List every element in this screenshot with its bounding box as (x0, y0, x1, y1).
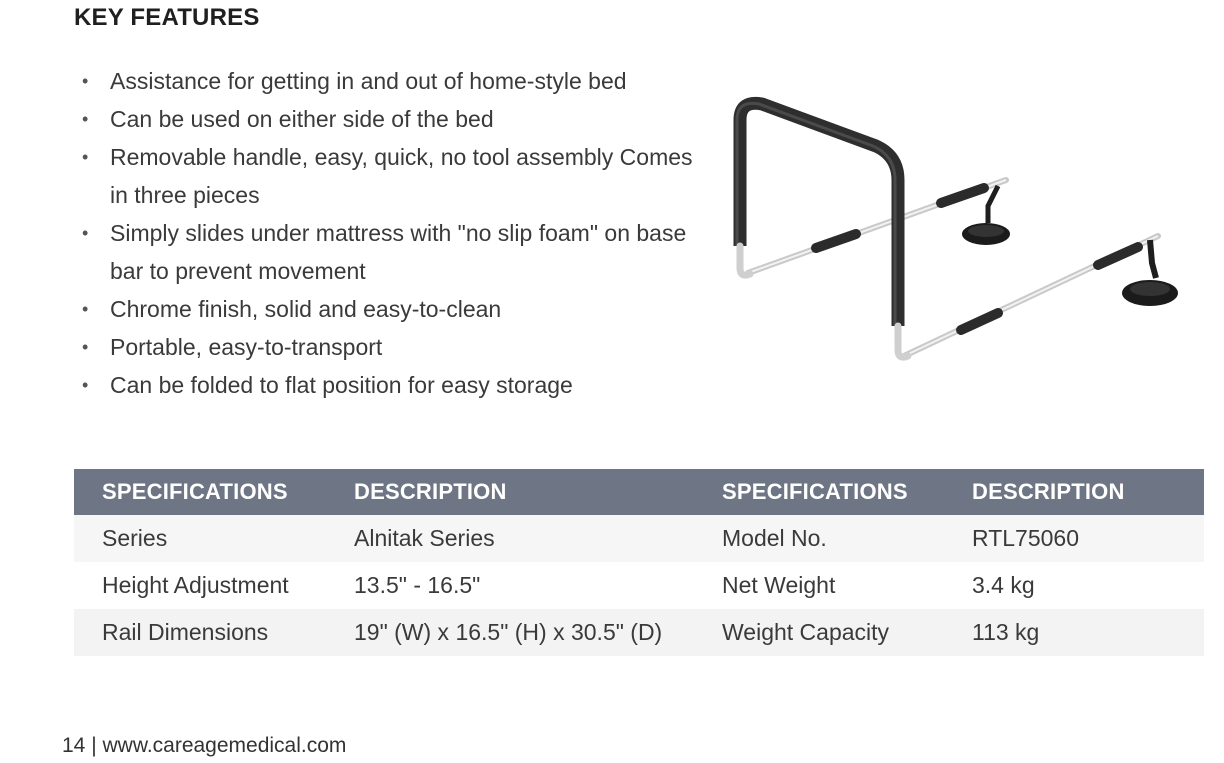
table-row (74, 515, 1204, 562)
feature-item (74, 366, 724, 404)
table-header-row (74, 469, 1204, 515)
feature-item (74, 100, 724, 138)
key-features-title: KEY FEATURES (74, 4, 260, 31)
table-cell: Height Adjustment (74, 562, 326, 609)
page-footer: 14 | www.careagemedical.com (62, 734, 347, 757)
feature-text: Removable handle, easy, quick, no tool assembly Comes (110, 144, 693, 170)
table-cell: 3.4 kg (944, 562, 1204, 609)
bullet-icon: • (82, 337, 89, 357)
bullet-icon: • (82, 299, 89, 319)
table-cell: Series (74, 515, 326, 562)
rear-base-bar (748, 180, 1006, 273)
bullet-icon: • (82, 375, 89, 395)
feature-text: Portable, easy-to-transport (110, 334, 383, 360)
feature-text: bar to prevent movement (110, 258, 366, 284)
table-cell: 13.5" - 16.5" (326, 562, 694, 609)
bullet-icon: • (82, 147, 89, 167)
column-header: DESCRIPTION (944, 469, 1204, 515)
table-cell: 113 kg (944, 609, 1204, 656)
specifications-table (74, 469, 1204, 656)
feature-item-continuation (74, 176, 724, 214)
column-header: SPECIFICATIONS (74, 469, 326, 515)
table-cell: RTL75060 (944, 515, 1204, 562)
feature-item (74, 138, 724, 176)
feature-item (74, 214, 724, 252)
front-base-bar (904, 236, 1158, 356)
table-cell: Rail Dimensions (74, 609, 326, 656)
column-header: SPECIFICATIONS (694, 469, 944, 515)
bullet-icon: • (82, 109, 89, 129)
bullet-icon: • (82, 71, 89, 91)
table-row (74, 562, 1204, 609)
table-cell: Alnitak Series (326, 515, 694, 562)
table-cell: Net Weight (694, 562, 944, 609)
bed-rail-product-image (726, 88, 1186, 378)
feature-text: in three pieces (110, 182, 260, 208)
feature-text: Chrome finish, solid and easy-to-clean (110, 296, 502, 322)
feature-item-continuation (74, 252, 724, 290)
table-cell: Model No. (694, 515, 944, 562)
key-features-list (74, 62, 724, 404)
feature-item (74, 62, 724, 100)
table-row (74, 609, 1204, 656)
feature-text: Assistance for getting in and out of home-style bed (110, 68, 627, 94)
feature-item (74, 290, 724, 328)
feature-text: Can be used on either side of the bed (110, 106, 494, 132)
bullet-icon: • (82, 223, 89, 243)
table-cell: Weight Capacity (694, 609, 944, 656)
feature-item (74, 328, 724, 366)
feature-text: Simply slides under mattress with "no slip foam" on base (110, 220, 687, 246)
column-header: DESCRIPTION (326, 469, 694, 515)
table-cell: 19" (W) x 16.5" (H) x 30.5" (D) (326, 609, 694, 656)
feature-text: Can be folded to flat position for easy storage (110, 372, 573, 398)
rail-handle (737, 103, 908, 357)
